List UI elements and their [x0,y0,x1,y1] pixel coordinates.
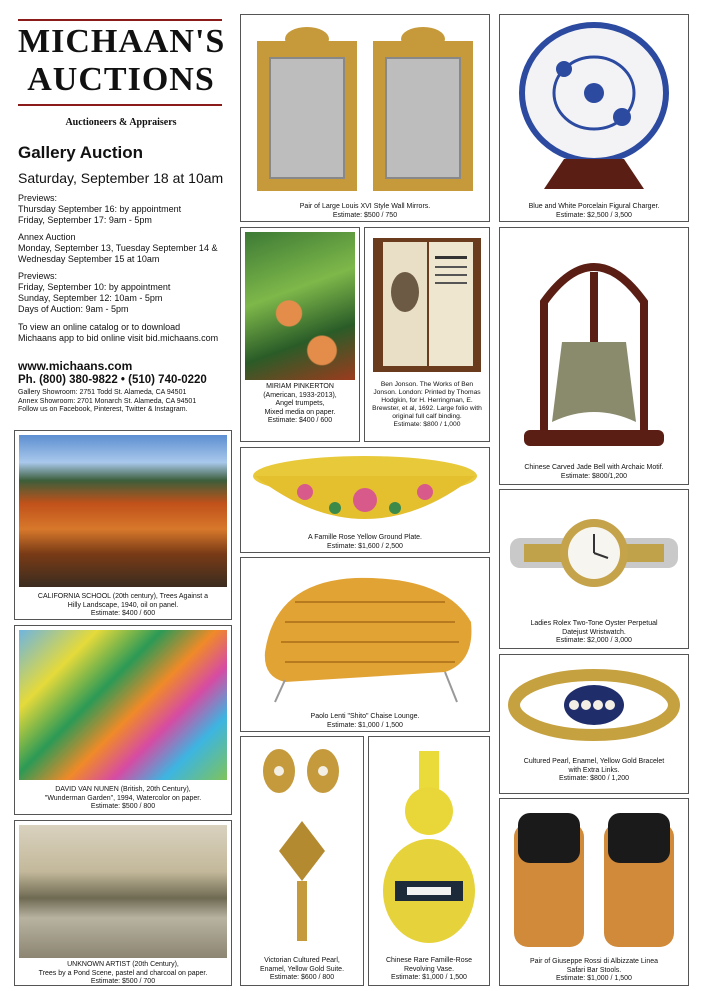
unknown-artist-caption: UNKNOWN ARTIST (20th Century), Trees by a Pond Scene, pastel and charcoal on paper. Estimate: $500 / 700 [38,961,208,985]
jonson-book-image [369,232,485,380]
stool-icon [504,803,684,953]
vase-image [373,741,485,953]
tagline: Auctioneers & Appraisers [65,117,177,128]
lounge-caption: Paolo Lenti "Shito" Chaise Lounge. Estimate: $1,000 / 1,500 [310,713,420,729]
lot-miriam-pinkerton[interactable] [240,227,360,442]
suite-image [245,741,359,953]
bracelet-caption: Cultured Pearl, Enamel, Yellow Gold Bracelet with Extra Links. Estimate: $800 / 1,200 [523,758,665,782]
lot-porcelain-charger[interactable] [499,14,689,222]
jade-bell-caption: Chinese Carved Jade Bell with Archaic Motif. Estimate: $800/1,200 [524,464,664,480]
charger-caption: Blue and White Porcelain Figural Charger. Estimate: $2,500 / 3,500 [528,203,660,219]
california-caption: CALIFORNIA SCHOOL (20th century), Trees Against a Hilly Landscape, 1940, oil on panel. Estimate: $400 / 600 [37,593,209,617]
lot-california-school[interactable] [14,430,232,620]
lounge-icon [245,562,485,708]
bell-icon [504,232,684,458]
vase-caption: Chinese Rare Famille-Rose Revolving Vase. Estimate: $1,000 / 1,500 [386,957,472,981]
watch-icon [504,494,684,616]
lot-famille-rose-plate[interactable] [240,447,490,553]
lot-revolving-vase[interactable] [368,736,490,986]
plate-icon [245,452,485,530]
nunen-painting-image [19,630,227,780]
porcelain-plate-icon [504,19,684,199]
jade-bell-image [504,232,684,458]
mirror-icon [245,19,485,199]
charger-image [504,19,684,199]
phone-numbers: Ph. (800) 380-9822 • (510) 740-0220 [18,374,207,386]
website-link[interactable]: www.michaans.com [18,359,133,373]
rolex-image [504,494,684,616]
lot-ben-jonson[interactable] [364,227,490,442]
plate-image [245,452,485,530]
pinkerton-painting-image [245,232,355,380]
jonson-caption: Ben Jonson. The Works of Ben Jonson. London: Printed by Thomas Hodgkin, for H. Herringman, E. Brewster, et al, 1692. Large folio with original full calf binding. Estimate: $800 / 1,000 [372,381,482,428]
preview-info-1: Previews: Thursday September 16: by appointment Friday, September 17: 9am - 5pm [18,193,182,225]
showroom-info: Gallery Showroom: 2751 Todd St. Alameda, CA 94501 Annex Showroom: 2701 Monarch St. Alameda, CA 94501 Follow us on Facebook, Pinterest, Twitter & Instagram. [18,389,197,413]
lot-david-van-nunen[interactable] [14,625,232,815]
brand-name-line2: AUCTIONS [27,61,215,98]
stools-caption: Pair of Giuseppe Rossi di Albizzate Linea Safari Bar Stools. Estimate: $1,000 / 1,500 [529,958,659,982]
lot-pearl-bracelet[interactable] [499,654,689,794]
pinkerton-caption: MIRIAM PINKERTON (American, 1933-2013), Angel trumpets, Mixed media on paper. Estimate: $400 / 600 [263,383,337,424]
brand-name-line1: MICHAAN'S [18,23,226,60]
lot-rolex-watch[interactable] [499,489,689,649]
suite-caption: Victorian Cultured Pearl, Enamel, Yellow Gold Suite. Estimate: $600 / 800 [259,957,345,981]
lot-chaise-lounge[interactable] [240,557,490,732]
header-rule-top [18,19,222,21]
auction-date: Saturday, September 18 at 10am [18,170,224,186]
lot-wall-mirrors[interactable] [240,14,490,222]
annex-auction-info: Annex Auction Monday, September 13, Tuesday September 14 & Wednesday September 15 at 10am [18,232,218,264]
mirrors-image [245,19,485,199]
lot-victorian-suite[interactable] [240,736,364,986]
lounge-image [245,562,485,708]
california-painting-image [19,435,227,587]
plate-caption: A Famille Rose Yellow Ground Plate. Estimate: $1,600 / 2,500 [307,534,422,550]
vase-icon [373,741,485,953]
mirrors-caption: Pair of Large Louis XVI Style Wall Mirrors. Estimate: $500 / 750 [299,203,431,219]
stools-image [504,803,684,953]
jewelry-icon [245,741,359,953]
book-icon [369,232,485,380]
bracelet-icon [504,659,684,751]
rolex-caption: Ladies Rolex Two-Tone Oyster Perpetual Datejust Wristwatch. Estimate: $2,000 / 3,000 [530,620,658,644]
preview-info-2: Previews: Friday, September 10: by appointment Sunday, September 12: 10am - 5pm Days of Auction: 9am - 5pm [18,271,171,314]
nunen-caption: DAVID VAN NUNEN (British, 20th Century), "Wunderman Garden", 1994, Watercolor on paper. Estimate: $500 / 800 [44,786,202,810]
lot-unknown-artist[interactable] [14,820,232,986]
bracelet-image [504,659,684,751]
online-catalog-info: To view an online catalog or to download Michaans app to bid online visit bid.michaans.com [18,322,219,343]
page-title: Gallery Auction [18,143,144,162]
lot-jade-bell[interactable] [499,227,689,485]
unknown-artist-image [19,825,227,958]
header-rule-bottom [18,104,222,106]
lot-safari-bar-stools[interactable] [499,798,689,986]
